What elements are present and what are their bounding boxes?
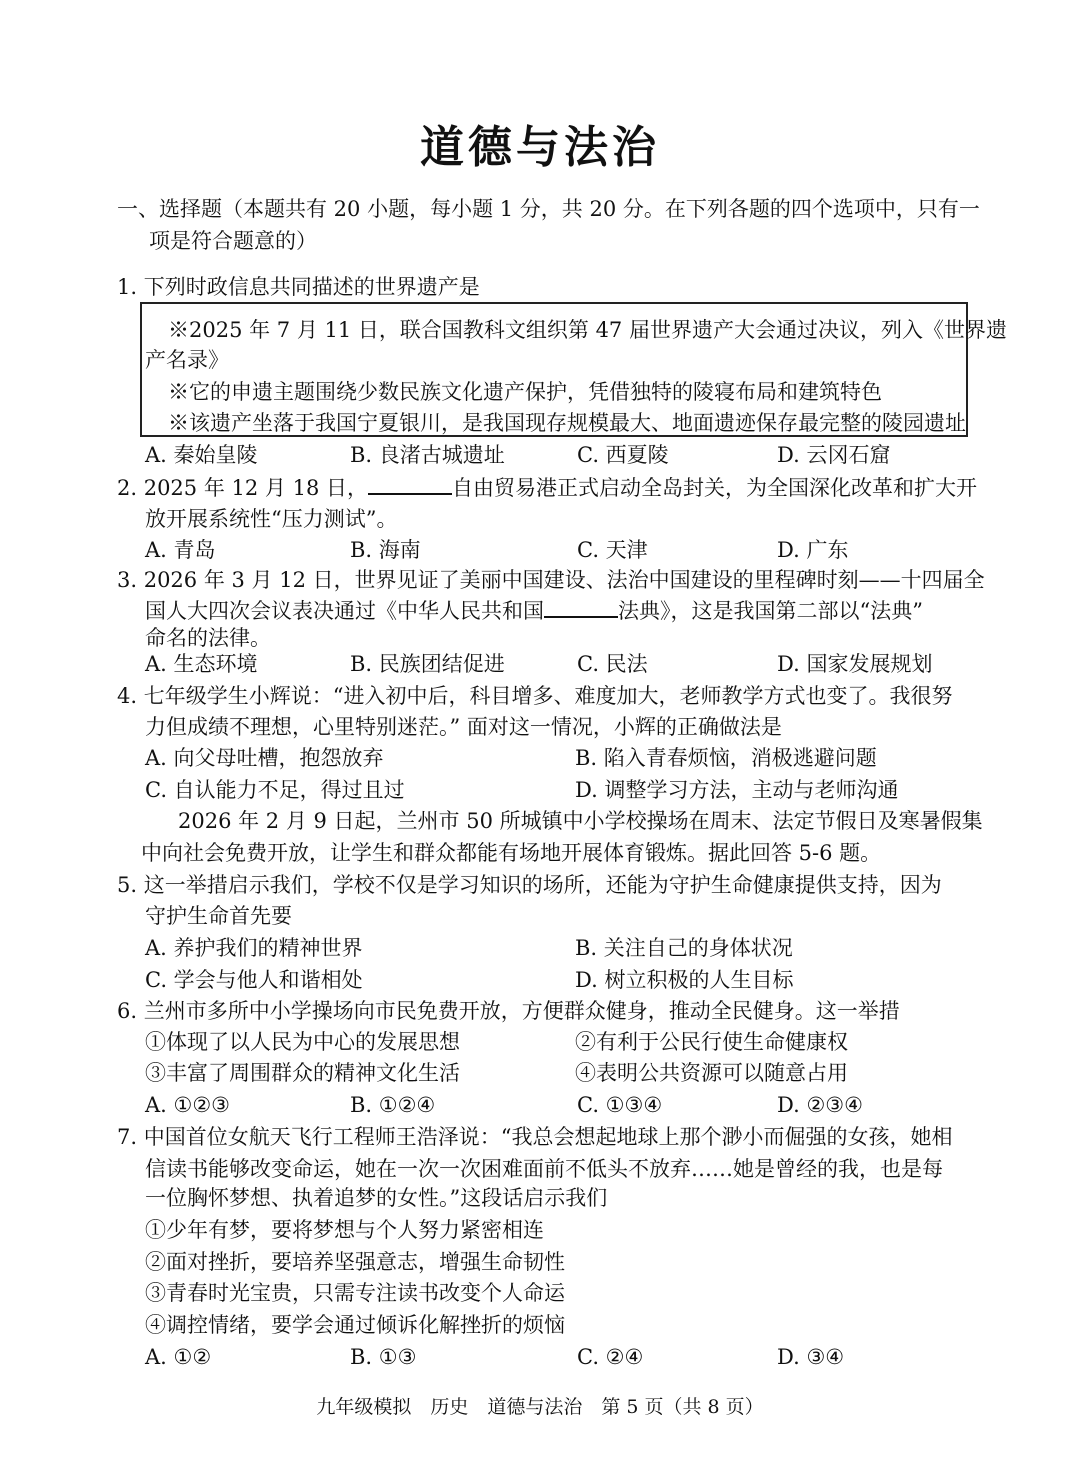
q3-option-d: D. 国家发展规划 [777, 652, 933, 676]
q7-line2: 信读书能够改变命运，她在一次一次困难面前不低头不放弃……她是曾经的我，也是每 [145, 1157, 943, 1181]
q6-option-d: D. ②③④ [777, 1093, 863, 1117]
q4-option-c: C. 自认能力不足，得过且过 [145, 778, 405, 802]
q5-option-b: B. 关注自己的身体状况 [575, 936, 793, 960]
q6-item-1: ①体现了以人民为中心的发展思想 [145, 1030, 460, 1054]
q2-answer-blank [368, 473, 452, 495]
page-title: 道德与法治 [420, 122, 660, 173]
q2-line1-pre: 2. 2025 年 12 月 18 日， [117, 476, 368, 500]
q7-option-b: B. ①③ [350, 1345, 417, 1369]
page-footer: 九年级模拟 历史 道德与法治 第 5 页（共 8 页） [316, 1396, 764, 1418]
q7-option-d: D. ③④ [777, 1345, 845, 1369]
q2-option-c: C. 天津 [577, 538, 648, 562]
q7-option-a: A. ①② [145, 1345, 212, 1369]
q2-option-d: D. 广东 [777, 538, 849, 562]
q7-option-c: C. ②④ [577, 1345, 644, 1369]
q6-item-2: ②有利于公民行使生命健康权 [575, 1030, 848, 1054]
q7-item-3: ③青春时光宝贵，只需专注读书改变个人命运 [145, 1281, 565, 1305]
q2-option-a: A. 青岛 [145, 538, 216, 562]
q6-option-c: C. ①③④ [577, 1093, 663, 1117]
q1-option-c: C. 西夏陵 [577, 443, 669, 467]
q3-line2 [145, 596, 923, 624]
q4-line1: 4. 七年级学生小辉说：“进入初中后，科目增多、难度加大，老师教学方式也变了。我很努 [117, 684, 953, 708]
q6-line1: 6. 兰州市多所中小学操场向市民免费开放，方便群众健身，推动全民健身。这一举措 [117, 999, 900, 1023]
q5-line2: 守护生命首先要 [145, 904, 292, 928]
q1-box-line4: ※该遗产坐落于我国宁夏银川，是我国现存规模最大、地面遗迹保存最完整的陵园遗址 [168, 411, 966, 435]
q7-item-1: ①少年有梦，要将梦想与个人努力紧密相连 [145, 1218, 544, 1242]
q1-box-line2: 产名录》 [145, 348, 229, 372]
q4-option-a: A. 向父母吐槽，抱怨放弃 [145, 746, 384, 770]
q3-option-a: A. 生态环境 [145, 652, 258, 676]
material-line2: 中向社会免费开放，让学生和群众都能有场地开展体育锻炼。据此回答 5-6 题。 [141, 841, 882, 865]
q5-option-d: D. 树立积极的人生目标 [575, 968, 794, 992]
q6-item-3: ③丰富了周围群众的精神文化生活 [145, 1061, 460, 1085]
q7-item-2: ②面对挫折，要培养坚强意志，增强生命韧性 [145, 1250, 565, 1274]
q6-item-4: ④表明公共资源可以随意占用 [575, 1061, 848, 1085]
q3-line3: 命名的法律。 [145, 626, 271, 650]
q5-option-a: A. 养护我们的精神世界 [145, 936, 363, 960]
q7-line1: 7. 中国首位女航天飞行工程师王浩泽说：“我总会想起地球上那个渺小而倔强的女孩，她相 [117, 1125, 953, 1149]
q4-option-b: B. 陷入青春烦恼，消极逃避问题 [575, 746, 877, 770]
q3-line2-pre: 国人大四次会议表决通过《中华人民共和国 [145, 599, 544, 623]
section-heading-line2: 项是符合题意的） [149, 229, 317, 253]
q2-line1-post: 自由贸易港正式启动全岛封关，为全国深化改革和扩大开 [451, 476, 977, 500]
section-heading-line1: 一、选择题（本题共有 20 小题，每小题 1 分，共 20 分。在下列各题的四个选项中，只有一 [117, 197, 980, 221]
q4-line2: 力但成绩不理想，心里特别迷茫。” 面对这一情况，小辉的正确做法是 [145, 715, 782, 739]
q1-option-a: A. 秦始皇陵 [145, 443, 258, 467]
q5-line1: 5. 这一举措启示我们，学校不仅是学习知识的场所，还能为守护生命健康提供支持，因为 [117, 873, 942, 897]
q3-option-b: B. 民族团结促进 [350, 652, 505, 676]
q1-box-line3: ※它的申遗主题围绕少数民族文化遗产保护，凭借独特的陵寝布局和建筑特色 [168, 380, 882, 404]
q3-line1: 3. 2026 年 3 月 12 日，世界见证了美丽中国建设、法治中国建设的里程碑时刻——十四届全 [117, 568, 985, 592]
q1-option-b: B. 良渚古城遗址 [350, 443, 505, 467]
q7-line3: 一位胸怀梦想、执着追梦的女性。”这段话启示我们 [145, 1186, 608, 1210]
q6-option-b: B. ①②④ [350, 1093, 436, 1117]
q7-item-4: ④调控情绪，要学会通过倾诉化解挫折的烦恼 [145, 1313, 565, 1337]
q1-box-line1: ※2025 年 7 月 11 日，联合国教科文组织第 47 届世界遗产大会通过决议，列入《世界遗 [168, 318, 1007, 342]
q2-line1 [117, 473, 977, 501]
q2-line2: 放开展系统性“压力测试”。 [145, 507, 398, 531]
q1-stem: 1. 下列时政信息共同描述的世界遗产是 [117, 275, 480, 299]
q3-line2-post: 法典》，这是我国第二部以“法典” [618, 599, 923, 623]
q2-option-b: B. 海南 [350, 538, 421, 562]
q3-answer-blank [544, 596, 618, 618]
q3-option-c: C. 民法 [577, 652, 648, 676]
q5-option-c: C. 学会与他人和谐相处 [145, 968, 363, 992]
q1-option-d: D. 云冈石窟 [777, 443, 891, 467]
material-line1: 2026 年 2 月 9 日起，兰州市 50 所城镇中小学校操场在周末、法定节假日及寒暑假集 [178, 809, 983, 833]
q4-option-d: D. 调整学习方法，主动与老师沟通 [575, 778, 899, 802]
q6-option-a: A. ①②③ [145, 1093, 230, 1117]
